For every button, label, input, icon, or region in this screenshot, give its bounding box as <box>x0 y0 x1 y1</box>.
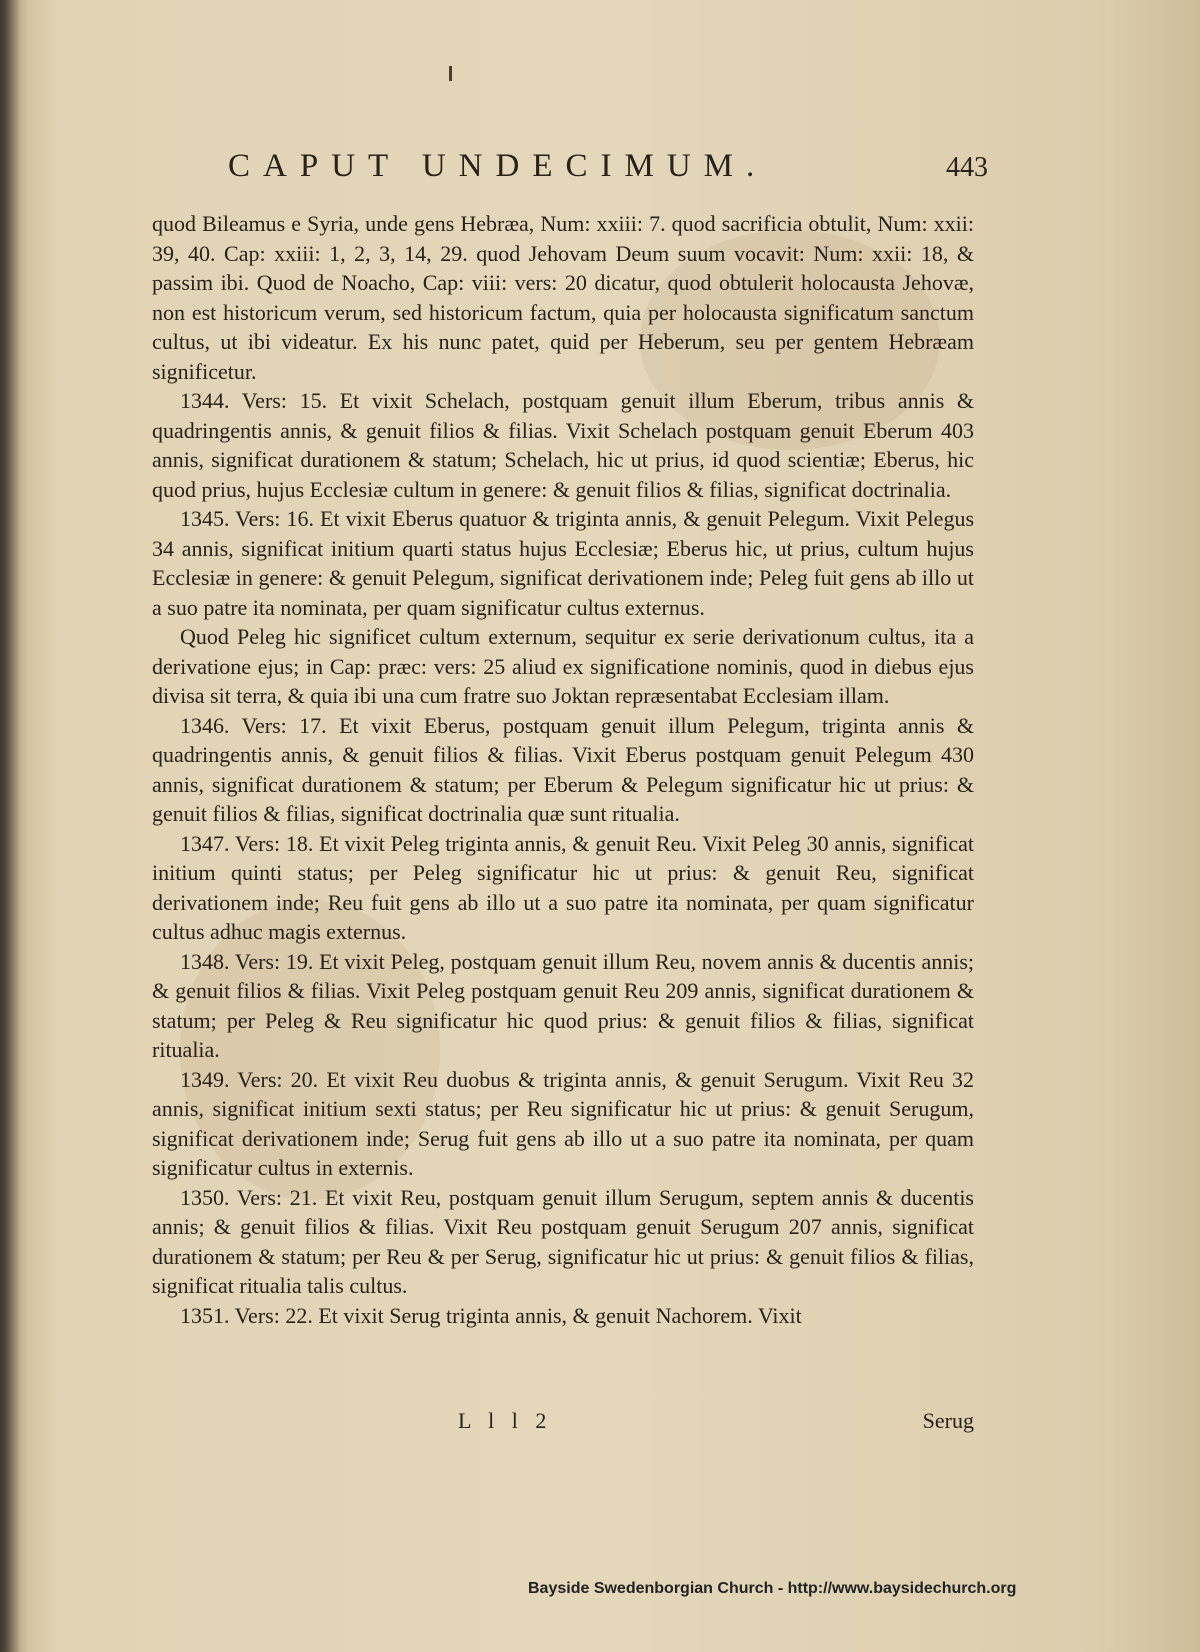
paragraph: 1344. Vers: 15. Et vixit Schelach, postquam genuit illum Eberum, tribus annis & quadringentis annis, & genuit filios & filias. Vixit Schelach postquam genuit Eberum 403 annis, significat durationem & statum; Schelach, hic ut prius, id quod scientiæ; Eberus, hic quod prius, hujus Ecclesiæ cultum in genere: & genuit filios & filias, significat doctrinalia. <box>152 388 974 502</box>
paragraph: quod Bileamus e Syria, unde gens Hebræa, Num: xxiii: 7. quod sacrificia obtulit, Num: xxii: 39, 40. Cap: xxiii: 1, 2, 3, 14, 29. quod Jehovam Deum suum vocavit: Num: xxii: 18, & passim ibi. Quod de Noacho, Cap: viii: vers: 20 dicatur, quod obtulerit holocausta Jehovæ, non est historicum verum, sed historicum factum, quia per holocausta significatum sanctum cultus, ut ibi videatur. Ex his nunc patet, quid per Heberum, seu per gentem Hebræam significetur. <box>152 211 974 384</box>
page-number: 443 <box>946 152 988 183</box>
body-text <box>152 209 974 1409</box>
chapter-title: CAPUT UNDECIMUM. <box>228 148 768 184</box>
paragraph: 1346. Vers: 17. Et vixit Eberus, postquam genuit illum Pelegum, triginta annis & quadringentis annis, & genuit filios & filias. Vixit Eberus postquam genuit Pelegum 430 annis, significat durationem & statum; per Eberum & Pelegum significatur hic ut prius: & genuit filios & filias, significat doctrinalia quæ sunt ritualia. <box>152 712 974 826</box>
paragraph: 1347. Vers: 18. Et vixit Peleg triginta annis, & genuit Reu. Vixit Peleg 30 annis, significat initium quinti status; per Peleg significatur hic ut prius: & genuit Reu, significat derivationem inde; Reu fuit gens ab illo ut a suo patre ita nominata, per quam significatur cultus adhuc magis externus. <box>152 830 974 944</box>
ink-mark <box>449 66 452 81</box>
paragraph: 1345. Vers: 16. Et vixit Eberus quatuor & triginta annis, & genuit Pelegum. Vixit Pelegus 34 annis, significat initium quarti status hujus Ecclesiæ; Eberus hic, ut prius, cultum hujus Ecclesiæ in genere: & genuit Pelegum, significat derivationem inde; Peleg fuit gens ab illo ut a suo patre ita nominata, per quam significatur cultus externus. <box>152 506 974 620</box>
paragraph: 1351. Vers: 22. Et vixit Serug triginta annis, & genuit Nachorem. Vixit <box>180 1302 802 1328</box>
paragraph: 1349. Vers: 20. Et vixit Reu duobus & triginta annis, & genuit Serugum. Vixit Reu 32 annis, significat initium sexti status; per Reu significatur hic ut prius: & genuit Serugum, significat derivationem inde; Serug fuit gens ab illo ut a suo patre ita nominata, per quam significatur cultus in externis. <box>152 1066 974 1180</box>
paragraph: 1348. Vers: 19. Et vixit Peleg, postquam genuit illum Reu, novem annis & ducentis annis; & genuit filios & filias. Vixit Peleg postquam genuit Reu 209 annis, significat durationem & statum; per Peleg & Reu significatur hic quod prius: & genuit filios & filias, significat ritualia. <box>152 948 974 1062</box>
paragraph: Quod Peleg hic significet cultum externum, sequitur ex serie derivationum cultus, ita a derivatione ejus; in Cap: præc: vers: 25 aliud ex significatione nominis, quod in diebus ejus divisa sit terra, & quia ibi una cum fratre suo Joktan repræsentabat Ecclesiam illam. <box>152 624 974 708</box>
watermark-link[interactable]: Bayside Swedenborgian Church - http://www.baysidechurch.org <box>528 1580 1017 1597</box>
catchword: Serug <box>922 1408 974 1433</box>
gutter-shadow <box>0 0 20 1652</box>
paragraph: 1350. Vers: 21. Et vixit Reu, postquam genuit illum Serugum, septem annis & ducentis annis; & genuit filios & filias. Vixit Reu postquam genuit Serugum 207 annis, significat durationem & statum; per Reu & per Serug, significatur hic ut prius: & genuit filios & filias, significat ritualia talis cultus. <box>152 1184 974 1298</box>
signature-mark: L l l 2 <box>458 1408 553 1433</box>
running-head <box>228 148 988 198</box>
